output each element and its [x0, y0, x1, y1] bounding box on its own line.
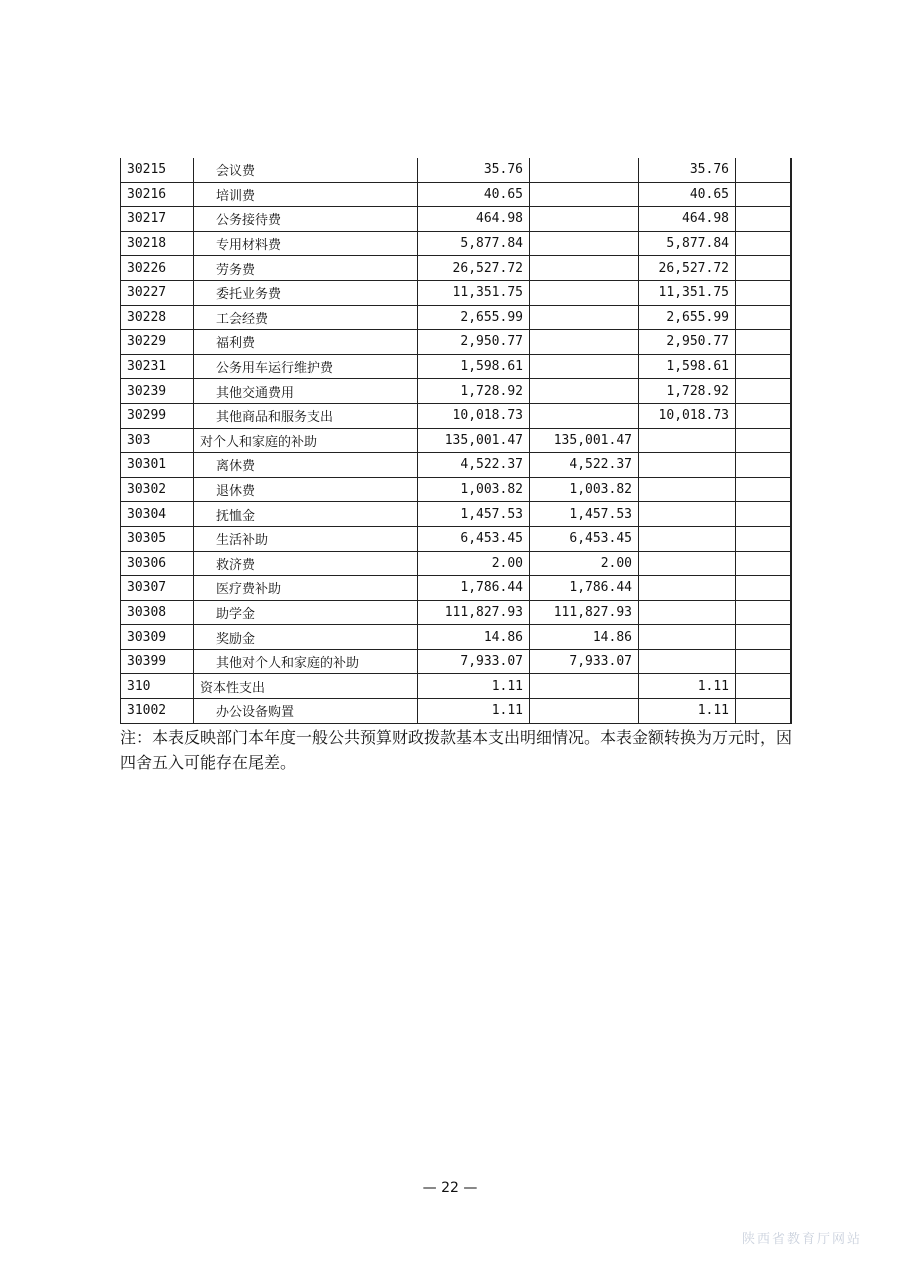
cell-public: 2,655.99	[639, 305, 736, 330]
table-row	[121, 526, 791, 551]
cell-personnel	[530, 699, 639, 724]
cell-personnel	[530, 330, 639, 355]
cell-total: 1,457.53	[418, 502, 530, 527]
cell-public: 40.65	[639, 182, 736, 207]
cell-public	[639, 526, 736, 551]
cell-code: 30302	[121, 477, 194, 502]
cell-code: 30399	[121, 649, 194, 674]
cell-name: 公务用车运行维护费	[194, 354, 418, 379]
cell-total: 1,003.82	[418, 477, 530, 502]
table-row	[121, 576, 791, 601]
table-row	[121, 649, 791, 674]
cell-empty	[736, 280, 791, 305]
cell-personnel	[530, 231, 639, 256]
cell-name: 委托业务费	[194, 280, 418, 305]
cell-public: 5,877.84	[639, 231, 736, 256]
cell-empty	[736, 305, 791, 330]
cell-empty	[736, 182, 791, 207]
table-row	[121, 158, 791, 182]
cell-name: 奖励金	[194, 625, 418, 650]
cell-public	[639, 502, 736, 527]
cell-personnel	[530, 403, 639, 428]
table-row	[121, 330, 791, 355]
cell-public: 26,527.72	[639, 256, 736, 281]
table-row	[121, 477, 791, 502]
cell-total: 464.98	[418, 207, 530, 232]
cell-name: 救济费	[194, 551, 418, 576]
cell-empty	[736, 403, 791, 428]
cell-name: 抚恤金	[194, 502, 418, 527]
cell-name: 医疗费补助	[194, 576, 418, 601]
table-row	[121, 354, 791, 379]
cell-empty	[736, 625, 791, 650]
cell-personnel: 2.00	[530, 551, 639, 576]
cell-name: 福利费	[194, 330, 418, 355]
cell-personnel	[530, 379, 639, 404]
cell-name: 会议费	[194, 158, 418, 182]
cell-total: 6,453.45	[418, 526, 530, 551]
cell-code: 30216	[121, 182, 194, 207]
table-row	[121, 600, 791, 625]
cell-empty	[736, 477, 791, 502]
cell-name: 其他商品和服务支出	[194, 403, 418, 428]
cell-code: 30218	[121, 231, 194, 256]
cell-code: 30309	[121, 625, 194, 650]
cell-empty	[736, 576, 791, 601]
cell-personnel	[530, 305, 639, 330]
table-row	[121, 182, 791, 207]
cell-total: 5,877.84	[418, 231, 530, 256]
cell-empty	[736, 699, 791, 724]
cell-public	[639, 453, 736, 478]
table-row	[121, 699, 791, 724]
cell-personnel: 4,522.37	[530, 453, 639, 478]
cell-personnel: 7,933.07	[530, 649, 639, 674]
cell-public: 464.98	[639, 207, 736, 232]
cell-name: 生活补助	[194, 526, 418, 551]
cell-empty	[736, 231, 791, 256]
page-number: — 22 —	[422, 1180, 478, 1196]
cell-public: 2,950.77	[639, 330, 736, 355]
cell-code: 30305	[121, 526, 194, 551]
cell-total: 1,598.61	[418, 354, 530, 379]
cell-empty	[736, 379, 791, 404]
table-row	[121, 502, 791, 527]
cell-code: 30229	[121, 330, 194, 355]
cell-code: 30226	[121, 256, 194, 281]
table-row	[121, 379, 791, 404]
cell-empty	[736, 256, 791, 281]
cell-total: 35.76	[418, 158, 530, 182]
cell-name: 其他对个人和家庭的补助	[194, 649, 418, 674]
cell-total: 26,527.72	[418, 256, 530, 281]
cell-public: 1,598.61	[639, 354, 736, 379]
cell-total: 40.65	[418, 182, 530, 207]
cell-name: 对个人和家庭的补助	[194, 428, 418, 453]
cell-public: 35.76	[639, 158, 736, 182]
cell-empty	[736, 207, 791, 232]
cell-name: 劳务费	[194, 256, 418, 281]
cell-code: 30227	[121, 280, 194, 305]
cell-public: 1,728.92	[639, 379, 736, 404]
table-row	[121, 256, 791, 281]
cell-personnel: 1,457.53	[530, 502, 639, 527]
cell-empty	[736, 453, 791, 478]
cell-total: 10,018.73	[418, 403, 530, 428]
cell-total: 2.00	[418, 551, 530, 576]
cell-public	[639, 600, 736, 625]
cell-name: 离休费	[194, 453, 418, 478]
cell-total: 135,001.47	[418, 428, 530, 453]
cell-public	[639, 576, 736, 601]
cell-public: 10,018.73	[639, 403, 736, 428]
budget-detail-table	[120, 158, 790, 724]
cell-empty	[736, 330, 791, 355]
cell-personnel: 14.86	[530, 625, 639, 650]
cell-personnel: 111,827.93	[530, 600, 639, 625]
cell-code: 30306	[121, 551, 194, 576]
table-row	[121, 207, 791, 232]
cell-empty	[736, 674, 791, 699]
table-row	[121, 231, 791, 256]
table-row	[121, 280, 791, 305]
cell-code: 30231	[121, 354, 194, 379]
cell-name: 工会经费	[194, 305, 418, 330]
cell-personnel	[530, 354, 639, 379]
cell-public	[639, 625, 736, 650]
table-row	[121, 453, 791, 478]
cell-public: 11,351.75	[639, 280, 736, 305]
cell-public	[639, 551, 736, 576]
cell-personnel	[530, 158, 639, 182]
cell-code: 30308	[121, 600, 194, 625]
cell-code: 30307	[121, 576, 194, 601]
cell-public	[639, 649, 736, 674]
table-row	[121, 305, 791, 330]
cell-public	[639, 477, 736, 502]
cell-total: 111,827.93	[418, 600, 530, 625]
cell-name: 公务接待费	[194, 207, 418, 232]
cell-code: 30301	[121, 453, 194, 478]
cell-name: 培训费	[194, 182, 418, 207]
cell-personnel	[530, 256, 639, 281]
cell-code: 30215	[121, 158, 194, 182]
cell-public: 1.11	[639, 699, 736, 724]
site-watermark: 陕西省教育厅网站	[742, 1232, 863, 1247]
cell-empty	[736, 600, 791, 625]
cell-public: 1.11	[639, 674, 736, 699]
cell-personnel	[530, 207, 639, 232]
cell-personnel	[530, 280, 639, 305]
cell-personnel	[530, 182, 639, 207]
cell-personnel: 1,786.44	[530, 576, 639, 601]
cell-code: 303	[121, 428, 194, 453]
cell-total: 1.11	[418, 674, 530, 699]
cell-personnel: 6,453.45	[530, 526, 639, 551]
cell-empty	[736, 551, 791, 576]
cell-empty	[736, 158, 791, 182]
cell-personnel	[530, 674, 639, 699]
cell-total: 4,522.37	[418, 453, 530, 478]
table-row	[121, 551, 791, 576]
table-row	[121, 403, 791, 428]
cell-name: 资本性支出	[194, 674, 418, 699]
cell-total: 7,933.07	[418, 649, 530, 674]
cell-total: 1.11	[418, 699, 530, 724]
cell-code: 30299	[121, 403, 194, 428]
cell-empty	[736, 502, 791, 527]
cell-code: 310	[121, 674, 194, 699]
cell-code: 30304	[121, 502, 194, 527]
cell-code: 30228	[121, 305, 194, 330]
cell-total: 11,351.75	[418, 280, 530, 305]
cell-total: 2,950.77	[418, 330, 530, 355]
cell-empty	[736, 354, 791, 379]
cell-total: 2,655.99	[418, 305, 530, 330]
cell-name: 助学金	[194, 600, 418, 625]
table-row	[121, 625, 791, 650]
cell-empty	[736, 526, 791, 551]
table-body	[121, 158, 791, 723]
cell-code: 30217	[121, 207, 194, 232]
cell-name: 其他交通费用	[194, 379, 418, 404]
cell-name: 退休费	[194, 477, 418, 502]
cell-name: 专用材料费	[194, 231, 418, 256]
cell-personnel: 1,003.82	[530, 477, 639, 502]
cell-total: 14.86	[418, 625, 530, 650]
cell-name: 办公设备购置	[194, 699, 418, 724]
table-row	[121, 428, 791, 453]
cell-total: 1,728.92	[418, 379, 530, 404]
cell-personnel: 135,001.47	[530, 428, 639, 453]
cell-empty	[736, 649, 791, 674]
cell-code: 31002	[121, 699, 194, 724]
cell-empty	[736, 428, 791, 453]
cell-code: 30239	[121, 379, 194, 404]
table-note: 注：本表反映部门本年度一般公共预算财政拨款基本支出明细情况。本表金额转换为万元时，因四舍五入可能存在尾差。	[120, 728, 793, 772]
table-row	[121, 674, 791, 699]
cell-total: 1,786.44	[418, 576, 530, 601]
cell-public	[639, 428, 736, 453]
